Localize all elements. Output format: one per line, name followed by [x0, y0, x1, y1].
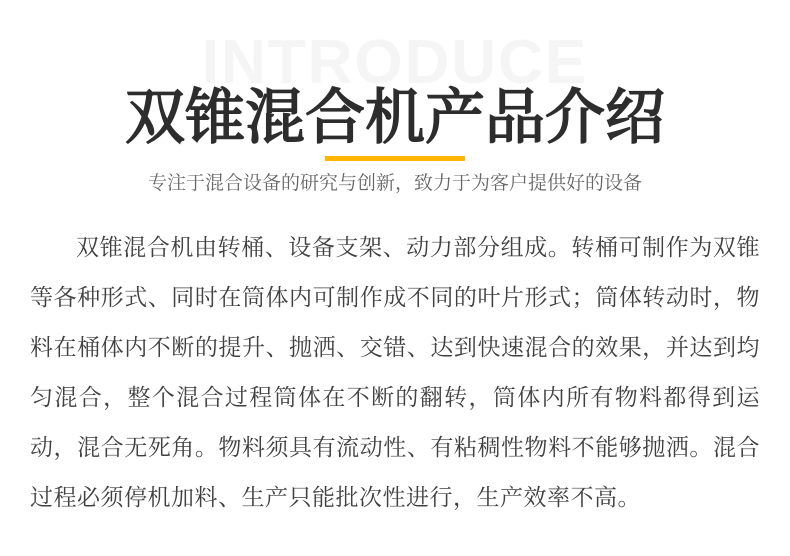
description-paragraph: 双锥混合机由转桶、设备支架、动力部分组成。转桶可制作为双锥等各种形式、同时在筒体内可制作成不同的叶片形式；筒体转动时，物料在桶体内不断的提升、抛洒、交错、达到快速混合的效果，并达到均匀混合，整个混合过程筒体在不断的翻转，筒体内所有物料都得到运动，混合无死角。物料须具有流动性、有粘稠性物料不能够抛洒。混合过程必须停机加料、生产只能批次性进行，生产效率不高。	[30, 234, 760, 510]
watermark-text: INTRODUCE	[201, 28, 589, 97]
page-subtitle: 专注于混合设备的研究与创新，致力于为客户提供好的设备	[147, 173, 642, 194]
intro-header	[0, 0, 790, 212]
title-underline	[325, 156, 465, 161]
intro-content	[0, 222, 790, 522]
page-title: 双锥混合机产品介绍	[125, 84, 665, 151]
